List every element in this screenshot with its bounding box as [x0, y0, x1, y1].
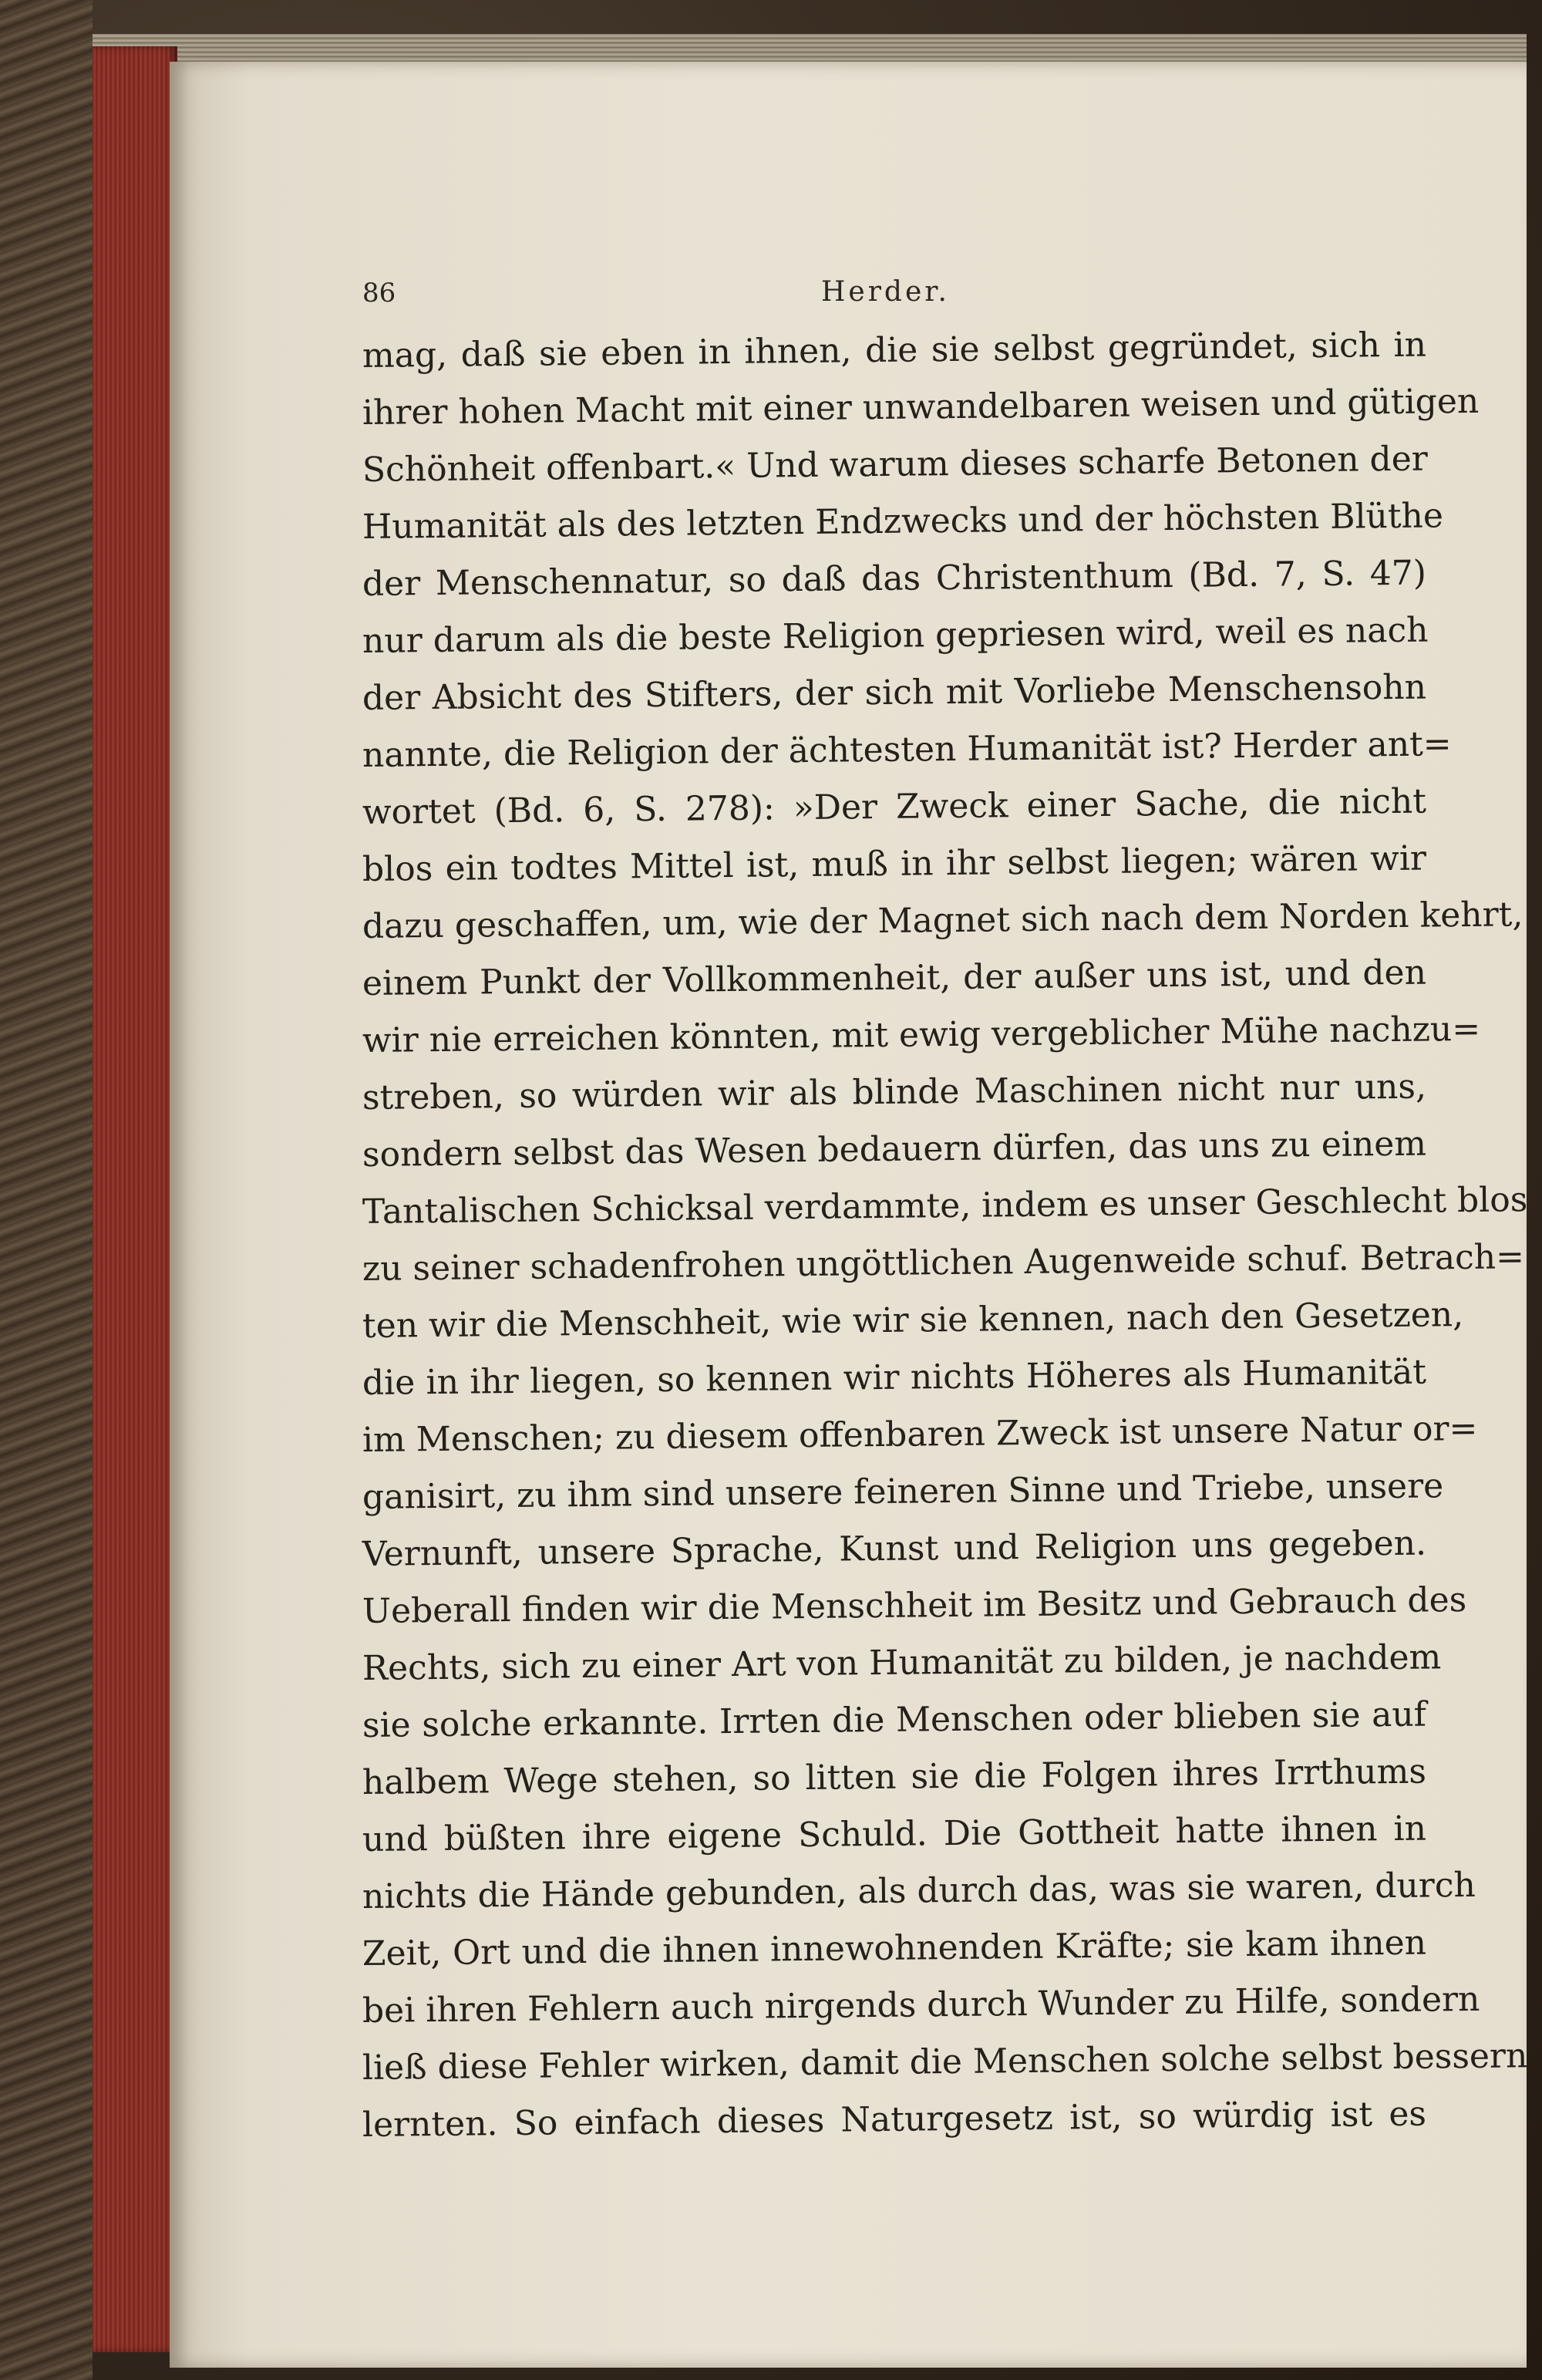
body-text	[362, 325, 1528, 2154]
text-line: ihrer hohen Macht mit einer unwandelbaren weisen und gütigen	[362, 381, 1480, 433]
text-line: im Menschen; zu diesem offenbaren Zweck ist unsere Natur or=	[362, 1408, 1478, 1460]
marbled-cover	[0, 0, 93, 2380]
text-line: bei ihren Fehlern auch nirgends durch Wunder zu Hilfe, sondern	[362, 1979, 1480, 2031]
text-line: nur darum als die beste Religion gepriesen wird, weil es nach	[362, 610, 1429, 661]
text-line: sondern selbst das Wesen bedauern dürfen, das uns zu einem	[362, 1124, 1427, 1175]
text-line: Rechts, sich zu einer Art von Humanität zu bilden, je nachdem	[362, 1637, 1442, 1688]
text-line: der Menschennatur, so daß das Christenthum (Bd. 7, S. 47)	[362, 553, 1427, 604]
page-top-edge	[93, 34, 1527, 65]
text-line: nannte, die Religion der ächtesten Humanität ist? Herder ant=	[362, 724, 1452, 775]
text-line: Ueberall finden wir die Menschheit im Besitz und Gebrauch des	[362, 1580, 1467, 1631]
text-line: Vernunft, unsere Sprache, Kunst und Religion uns gegeben.	[362, 1523, 1427, 1574]
text-line: wir nie erreichen könnten, mit ewig vergeblicher Mühe nachzu=	[362, 1009, 1481, 1060]
text-line: blos ein todtes Mittel ist, muß in ihr selbst liegen; wären wir	[362, 838, 1427, 889]
header-title: Herder.	[821, 276, 950, 308]
text-line: sie solche erkannte. Irrten die Menschen oder blieben sie auf	[362, 1694, 1427, 1745]
text-line: nichts die Hände gebunden, als durch das, was sie waren, durch	[362, 1865, 1476, 1916]
text-line: halbem Wege stehen, so litten sie die Folgen ihres Irrthums	[362, 1751, 1427, 1802]
text-line: Humanität als des letzten Endzwecks und der höchsten Blüthe	[362, 496, 1444, 547]
text-line: einem Punkt der Vollkommenheit, der außer uns ist, und den	[362, 952, 1427, 1003]
running-head	[362, 278, 1056, 324]
text-line: ten wir die Menschheit, wie wir sie kennen, nach den Gesetzen,	[362, 1295, 1464, 1346]
text-line: ließ diese Fehler wirken, damit die Menschen solche selbst bessern	[362, 2036, 1528, 2088]
text-line: streben, so würden wir als blinde Maschinen nicht nur uns,	[362, 1067, 1427, 1118]
text-line: wortet (Bd. 6, S. 278): »Der Zweck einer Sache, die nicht	[362, 781, 1427, 832]
text-line: zu seiner schadenfrohen ungöttlichen Augenweide schuf. Betrach=	[362, 1237, 1525, 1289]
text-line: und büßten ihre eigene Schuld. Die Gottheit hatte ihnen in	[362, 1809, 1427, 1859]
text-line: ganisirt, zu ihm sind unsere feineren Sinne und Triebe, unsere	[362, 1466, 1444, 1517]
page-number: 86	[362, 278, 396, 308]
text-line: mag, daß sie eben in ihnen, die sie selbst gegründet, sich in	[362, 325, 1427, 376]
text-line: dazu geschaffen, um, wie der Magnet sich nach dem Norden kehrt,	[362, 895, 1523, 946]
text-line: lernten. So einfach dieses Naturgesetz ist, so würdig ist es	[362, 2094, 1427, 2145]
red-page-edges	[93, 46, 177, 2352]
text-line: Schönheit offenbart.« Und warum dieses scharfe Betonen der	[362, 439, 1429, 490]
text-line: die in ihr liegen, so kennen wir nichts Höheres als Humanität	[362, 1352, 1427, 1403]
text-line: Zeit, Ort und die ihnen innewohnenden Kräfte; sie kam ihnen	[362, 1923, 1427, 1974]
text-line: Tantalischen Schicksal verdammte, indem es unser Geschlecht blos	[362, 1180, 1528, 1232]
text-line: der Absicht des Stifters, der sich mit Vorliebe Menschensohn	[362, 667, 1427, 718]
